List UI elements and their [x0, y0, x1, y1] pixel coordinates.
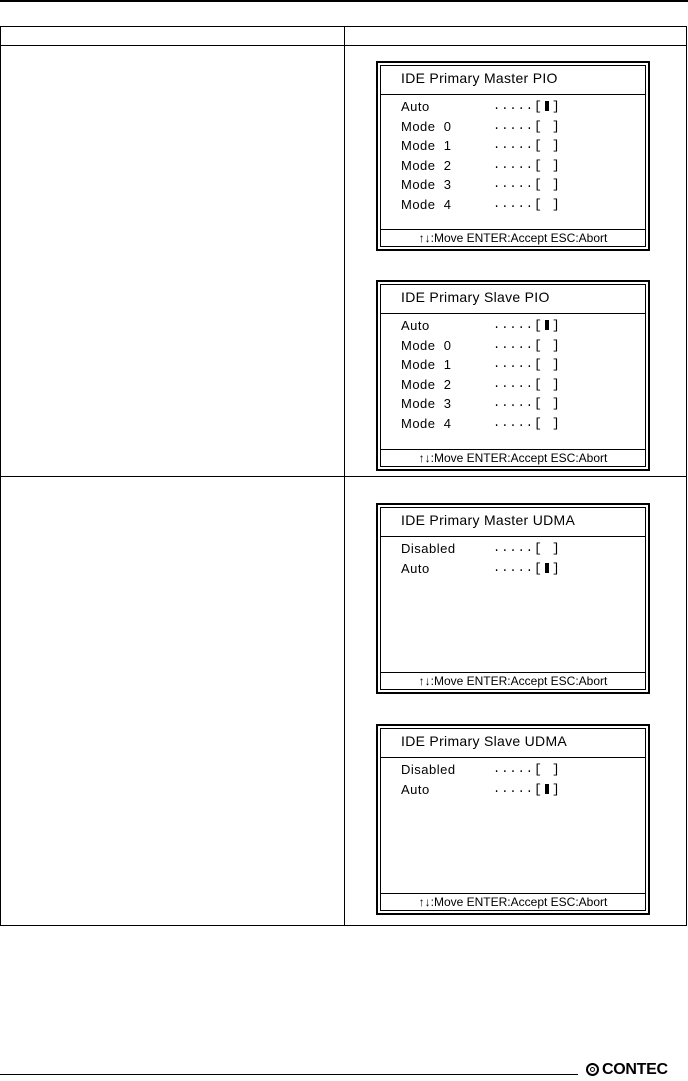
option-leader-dots: .....	[493, 337, 535, 352]
dialog-primary-master-udma	[376, 503, 650, 694]
option-leader-dots: .....	[493, 99, 535, 113]
option-indicator: [ ]	[534, 196, 560, 212]
option-leader-dots: .....	[493, 318, 535, 332]
dialog-option[interactable]	[401, 338, 631, 357]
option-indicator: [ ]	[534, 396, 560, 411]
option-leader-dots: .....	[493, 762, 535, 776]
dialog-footer-hint: ↑↓:Move ENTER:Accept ESC:Abort	[418, 451, 608, 465]
dialog-option[interactable]	[401, 782, 631, 801]
dialog-option[interactable]	[401, 377, 631, 396]
dialog-option[interactable]	[401, 177, 631, 196]
contec-logo	[586, 1061, 686, 1079]
header-cell-screen	[345, 27, 687, 46]
option-selected-indicator: [ ]	[534, 99, 560, 114]
dialog-option[interactable]	[401, 138, 631, 157]
option-indicator: [ ]	[534, 762, 560, 777]
option-indicator: [ ]	[534, 157, 560, 173]
option-leader-dots: .....	[493, 781, 535, 796]
dialog-primary-slave-udma	[376, 724, 650, 915]
option-label: Mode 3	[401, 177, 452, 192]
option-leader-dots: .....	[493, 196, 535, 211]
option-label: Mode 2	[401, 376, 452, 392]
option-indicator: [ ]	[534, 337, 560, 353]
dialog-option[interactable]	[401, 119, 631, 138]
dialog-title: IDE Primary Slave PIO	[401, 289, 550, 305]
footer-rule	[0, 1074, 578, 1075]
dialog-primary-master-pio	[376, 61, 650, 251]
dialog-option[interactable]	[401, 396, 631, 415]
dialog-title: IDE Primary Master UDMA	[401, 512, 576, 528]
option-label: Auto	[401, 99, 430, 114]
dialog-option[interactable]	[401, 99, 631, 118]
option-selected-indicator: [ ]	[534, 560, 560, 576]
option-indicator: [ ]	[534, 138, 560, 153]
option-leader-dots: .....	[493, 177, 535, 191]
contec-logo-text: CONTEC	[602, 1061, 668, 1078]
option-indicator: [ ]	[534, 177, 560, 192]
dialog-option[interactable]	[401, 357, 631, 376]
option-indicator: [ ]	[534, 541, 560, 556]
option-label: Auto	[401, 560, 430, 576]
dialog-option[interactable]	[401, 318, 631, 337]
option-leader-dots: .....	[493, 560, 535, 575]
option-indicator: [ ]	[534, 376, 560, 392]
option-label: Mode 2	[401, 157, 452, 173]
option-selected-indicator: [ ]	[534, 318, 560, 333]
dialog-title: IDE Primary Slave UDMA	[401, 733, 568, 749]
option-label: Mode 0	[401, 118, 452, 134]
option-label: Mode 0	[401, 337, 452, 353]
selection-mark-icon	[545, 101, 549, 111]
option-label: Auto	[401, 781, 430, 797]
top-rule	[0, 0, 688, 2]
option-leader-dots: .....	[493, 157, 535, 172]
dialog-option[interactable]	[401, 158, 631, 177]
option-leader-dots: .....	[493, 396, 535, 410]
option-label: Disabled	[401, 762, 456, 777]
dialog-footer-hint: ↑↓:Move ENTER:Accept ESC:Abort	[418, 895, 608, 909]
dialog-primary-slave-pio	[376, 280, 650, 471]
option-leader-dots: .....	[493, 138, 535, 152]
table-header-row	[1, 27, 687, 46]
dialog-option[interactable]	[401, 561, 631, 580]
option-label: Disabled	[401, 541, 456, 556]
option-selected-indicator: [ ]	[534, 781, 560, 797]
option-label: Auto	[401, 318, 430, 333]
dialog-title: IDE Primary Master PIO	[401, 70, 558, 86]
option-leader-dots: .....	[493, 415, 535, 430]
option-label: Mode 3	[401, 396, 452, 411]
description-cell-udma	[1, 477, 345, 926]
option-leader-dots: .....	[493, 541, 535, 555]
option-label: Mode 1	[401, 138, 452, 153]
option-indicator: [ ]	[534, 357, 560, 372]
dialog-option[interactable]	[401, 541, 631, 560]
dialog-option[interactable]	[401, 762, 631, 781]
contec-logo-icon	[586, 1063, 599, 1076]
dialog-option[interactable]	[401, 197, 631, 216]
option-label: Mode 1	[401, 357, 452, 372]
selection-mark-icon	[545, 784, 549, 794]
dialog-footer-hint: ↑↓:Move ENTER:Accept ESC:Abort	[418, 674, 608, 688]
option-leader-dots: .....	[493, 376, 535, 391]
option-leader-dots: .....	[493, 357, 535, 371]
dialog-footer-hint: ↑↓:Move ENTER:Accept ESC:Abort	[418, 231, 608, 245]
option-leader-dots: .....	[493, 118, 535, 133]
selection-mark-icon	[545, 320, 549, 330]
selection-mark-icon	[545, 563, 549, 573]
option-indicator: [ ]	[534, 415, 560, 431]
description-cell-pio	[1, 46, 345, 477]
option-label: Mode 4	[401, 415, 452, 431]
dialog-option[interactable]	[401, 416, 631, 435]
header-cell-description	[1, 27, 345, 46]
option-label: Mode 4	[401, 196, 452, 212]
option-indicator: [ ]	[534, 118, 560, 134]
